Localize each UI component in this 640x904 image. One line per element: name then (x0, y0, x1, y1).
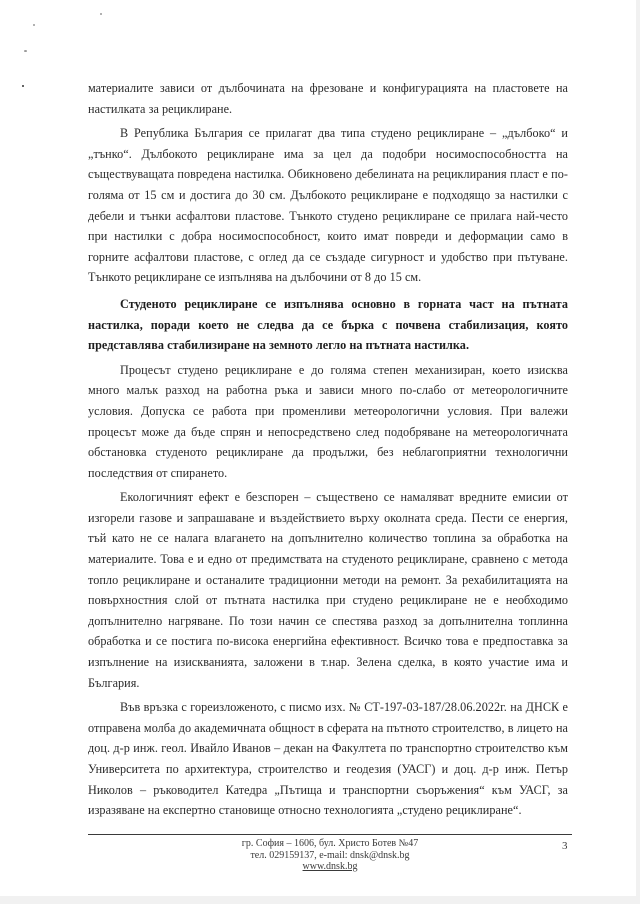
paragraph: Във връзка с гореизложеното, с писмо изх. № СТ-197-03-187/28.06.2022г. на ДНСК е отправена молба до академичната общност в сферата на пътното строителство, в лицето на доц. д-р инж. геол. Ивайло Иванов – декан на Факултета по транспортно строителство към Университета по архитектура, строителство и геодезия (УАСГ) и доц. д-р инж. Петър Николов – ръководител Катедра „Пътища и транспортни съоръжения“ към УАСГ, за изразяване на експертно становище относно технологията „студено рециклиране“. (88, 700, 568, 818)
footer-website-link[interactable]: www.dnsk.bg (302, 861, 358, 872)
paragraph: В Република България се прилагат два типа студено рециклиране – „дълбоко“ и „тънко“. Дълбокото рециклиране има за цел да подобри носимоспособността на съществуващата повредена настилка. Обикновено дебелината на рециклирания пласт е по-голяма от 15 см и достига до 30 см. Дълбокото рециклиране е подходящо за настилки с дебели и тънки асфалтови пластове. Тънкото студено рециклиране се прилага най-често при настилки с добра носимоспособност, които имат повреди и деформации само в горните асфалтови пластове, с оглед да се създаде сигурност и удобство при пътуване. Тънкото рециклиране се изпълнява на дълбочини от 8 до 15 см. (88, 126, 568, 285)
footer-address: гр. София – 1606, бул. Христо Ботев №47 (241, 838, 419, 849)
footer-divider (88, 834, 572, 835)
scan-speck (22, 85, 24, 87)
scan-speck (24, 50, 27, 52)
paragraph: материалите зависи от дълбочината на фрезоване и конфигурацията на пластовете на настилката за рециклиране. (88, 81, 568, 116)
page-footer (200, 838, 460, 873)
paragraph: Екологичният ефект е безспорен – съществено се намаляват вредните емисии от изгорели газове и запрашаване и въздействието върху околната среда. Пести се енергия, тъй като не се налага влагането на допълнително количество топлина за обработка на материалите. Това е и едно от предимствата на студеното рециклиране, сравнено с метода топло рециклиране и останалите традиционни методи на ремонт. За рехабилитацията на повърхностния слой от пътната настилка при студено рециклиране не е необходимо допълнително нагряване. По този начин се спестява разход за допълнителна топлинна обработка и се постига по-висока енергийна ефективност. Всичко това е предпоставка за изпълнение на изискванията, заложени в т.нар. Зелена сделка, в която участие има и България. (88, 490, 568, 690)
footer-contact: тел. 029159137, e-mail: dnsk@dnsk.bg (250, 849, 410, 861)
paragraph: Процесът студено рециклиране е до голяма степен механизиран, което изисква много малък разход на работна ръка и зависи много по-слабо от метеорологичните условия. Допуска се работа при променливи метеорологични условия. При валежи процесът може да бъде спрян и непосредствено след подобряване на метеорологичната обстановка студеното рециклиране да продължи, без неблагоприятни технологични последствия от спирането. (88, 362, 568, 480)
scan-speck (33, 24, 35, 26)
page-number: 3 (562, 840, 568, 852)
document-body (88, 78, 568, 821)
paragraph-bold: Студеното рециклиране се изпълнява основно в горната част на пътната настилка, поради което не следва да се бърка с почвена стабилизация, която представлява стабилизиране на земното легло на пътната настилка. (88, 296, 568, 353)
scan-speck (100, 13, 102, 15)
